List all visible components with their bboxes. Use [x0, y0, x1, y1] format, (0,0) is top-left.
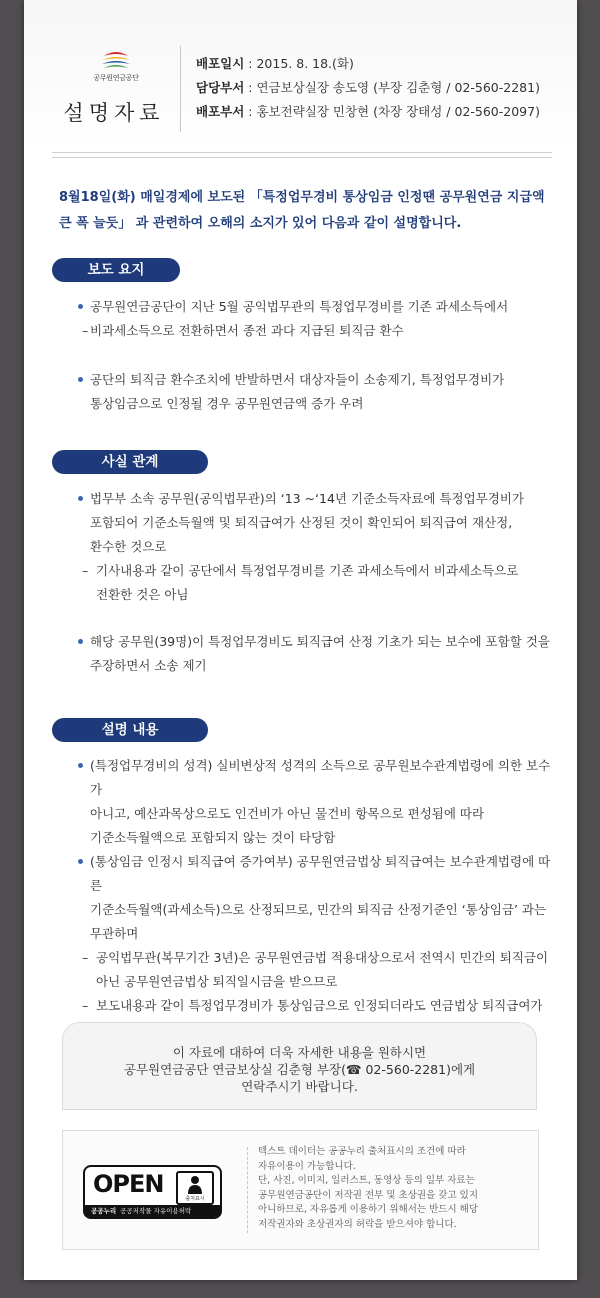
line-text: 비과세소득으로 전환하면서 종전 과다 지급된 퇴직금 환수 [90, 323, 404, 338]
meta-value: 2015. 8. 18.(화) [256, 56, 354, 71]
bullet-line-cont: 기준소득월액(과세소득)으로 산정되므로, 민간의 퇴직금 산정기준인 ‘통상임금’ 과는 [90, 902, 547, 917]
meta-distribution-dept [196, 100, 540, 124]
logo-org-name: 공무원연금공단 [93, 74, 139, 82]
section-heading-explanation: 설명 내용 [52, 718, 208, 742]
contact-line: 연락주시기 바랍니다. [241, 1079, 358, 1094]
bullet-line-cont: 환수한 것으로 [90, 539, 167, 554]
kogl-subtitle: 공공저작물 자유이용허락 [120, 1207, 192, 1215]
meta-responsible-dept [196, 76, 540, 100]
bullet-line: (통상임금 인정시 퇴직급여 증가여부) 공무원연금법상 퇴직급여는 보수관계법령에 따른 [78, 850, 558, 898]
header-rule-top [52, 152, 552, 153]
facts-item-1 [78, 487, 558, 607]
explanation-item-2 [78, 850, 558, 1042]
contact-line: 공무원연금공단 연금보상실 김춘형 부장(☎ 02-560-2281)에게 [123, 1062, 476, 1077]
section-heading-facts: 사실 관계 [52, 450, 208, 474]
bullet-line-cont [78, 319, 558, 343]
meta-label: 배포부서 [196, 104, 245, 119]
contact-box [62, 1022, 537, 1110]
release-meta [196, 52, 540, 124]
contact-line: 이 자료에 대하여 더욱 자세한 내용을 원하시면 [172, 1045, 427, 1060]
kogl-attribution-label: 출처표시 [185, 1196, 205, 1202]
bullet-line: 해당 공무원(39명)이 특정업무경비도 퇴직급여 산정 기초가 되는 보수에 포함할 것을 [78, 630, 558, 654]
kogl-open-text: OPEN [93, 1170, 164, 1198]
kogl-attribution-box [176, 1171, 214, 1205]
license-line: 저작권자와 초상권자의 허락을 받으셔야 합니다. [258, 1218, 457, 1230]
intro-line: 8월18일(화) 매일경제에 보도된 「특정업무경비 통상임금 인정땐 공무원연금 지급액 [59, 190, 545, 205]
license-line: 자유이용이 가능합니다. [258, 1160, 356, 1172]
kogl-brand: 공공누리 [91, 1207, 117, 1215]
press-release-sheet [24, 0, 577, 1280]
dash-line: – 공익법무관(복무기간 3년)은 공무원연금법 적용대상으로서 전역시 민간의 퇴직금이 [78, 946, 558, 970]
license-line: 아니하므로, 자유롭게 이용하기 위해서는 반드시 해당 [258, 1204, 479, 1216]
geps-emblem-icon [96, 50, 136, 70]
bullet-line: 법무부 소속 공무원(공익법무관)의 ‘13 ~‘14년 기준소득자료에 특정업무경비가 [78, 487, 558, 511]
license-divider [247, 1147, 248, 1233]
person-icon [178, 1174, 212, 1196]
dash-line-cont: 아닌 공무원연금법상 퇴직일시금을 받으므로 [96, 974, 338, 989]
facts-item-2 [78, 630, 558, 678]
dash-line: – 보도내용과 같이 특정업무경비가 통상임금으로 인정되더라도 연금법상 퇴직급여가 [78, 994, 558, 1018]
report-summary-item-2 [78, 368, 558, 416]
license-notice [258, 1145, 528, 1233]
bullet-line-cont: 아니고, 예산과목상으로도 인건비가 아닌 물건비 항목으로 편성됨에 따라 [90, 806, 485, 821]
bullet-line: 공무원연금공단이 지난 5월 공익법무관의 특정업무경비를 기존 과세소득에서 [78, 295, 558, 319]
bullet-line: 공단의 퇴직금 환수조치에 반발하면서 대상자들이 소송제기, 특정업무경비가 [78, 368, 558, 392]
bullet-line-cont: 포함되어 기준소득월액 및 퇴직급여가 산정된 것이 확인되어 퇴직급여 재산정, [90, 515, 513, 530]
document-title: 설명자료 [63, 101, 165, 125]
explanation-item-1 [78, 754, 558, 850]
org-logo [76, 50, 156, 83]
license-line: 단, 사진, 이미지, 일러스트, 동영상 등의 일부 자료는 [258, 1175, 475, 1187]
kogl-badge [83, 1165, 222, 1219]
license-box [62, 1130, 539, 1250]
dash-line: – 기사내용과 같이 공단에서 특정업무경비를 기존 과세소득에서 비과세소득으로 [78, 559, 558, 583]
intro-statement [59, 185, 559, 237]
license-line: 텍스트 데이터는 공공누리 출처표시의 조건에 따라 [258, 1146, 466, 1157]
bullet-line-cont: 무관하며 [90, 926, 139, 941]
dash-line-cont: 전환한 것은 아님 [96, 587, 189, 602]
meta-value: 연금보상실장 송도영 (부장 김춘형 / 02-560-2281) [256, 80, 540, 95]
license-line: 공무원연금공단이 저작권 전부 및 초상권을 갖고 있지 [258, 1189, 479, 1201]
header-rule-bottom [52, 157, 552, 158]
intro-line: 큰 폭 늘듯」 과 관련하여 오해의 소지가 있어 다음과 같이 설명합니다. [59, 216, 462, 231]
meta-release-date [196, 52, 540, 76]
meta-label: 배포일시 [196, 56, 245, 71]
meta-label: 담당부서 [196, 80, 245, 95]
header-divider [180, 46, 181, 132]
meta-separator: : [244, 56, 257, 71]
kogl-bar [85, 1205, 220, 1217]
bullet-line-cont: 통상임금으로 인정될 경우 공무원연금액 증가 우려 [90, 396, 364, 411]
bullet-line-cont: 주장하면서 소송 제기 [90, 658, 207, 673]
bullet-line: (특정업무경비의 성격) 실비변상적 성격의 소득으로 공무원보수관계법령에 의한 보수가 [78, 754, 558, 802]
section-heading-report-summary: 보도 요지 [52, 258, 180, 282]
report-summary-item-1 [78, 295, 558, 343]
meta-separator: : [244, 80, 257, 95]
bullet-line-cont: 기준소득월액으로 포함되지 않는 것이 타당함 [90, 830, 336, 845]
meta-separator: : [244, 104, 257, 119]
meta-value: 홍보전략실장 민창현 (차장 장태성 / 02-560-2097) [256, 104, 540, 119]
